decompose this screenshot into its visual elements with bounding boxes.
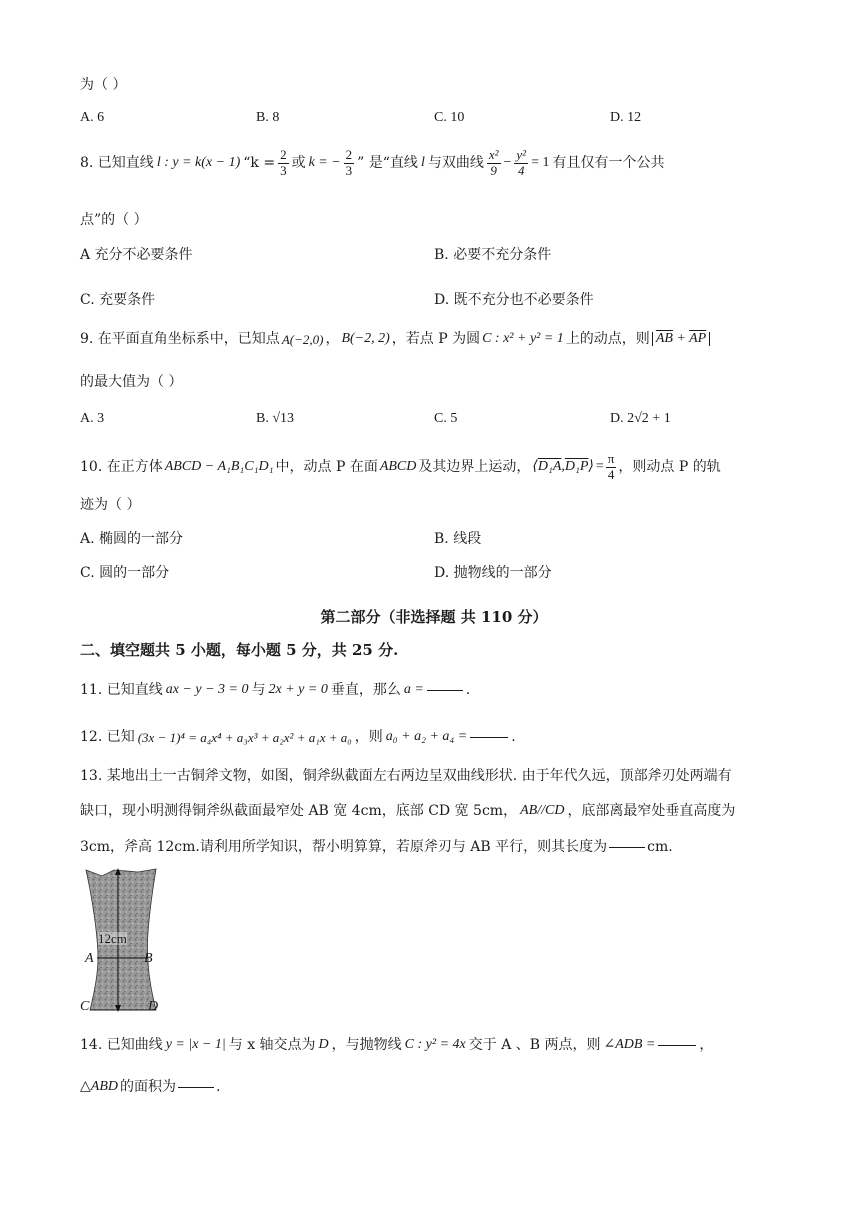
- q9-option-b[interactable]: B. √13: [256, 411, 295, 426]
- q8-frac-a-den: 3: [280, 162, 287, 178]
- q13-line2: [80, 804, 735, 818]
- q8-option-d[interactable]: D. 既不充分也不必要条件: [434, 292, 594, 308]
- q8-cond-b: k = −: [308, 155, 341, 171]
- q13-line2b: ，底部离最窄处垂直高度为: [567, 803, 736, 819]
- q9-point-a: A(−2,0): [281, 331, 324, 347]
- q8-l: l: [420, 155, 425, 171]
- q8-hx-num: x²: [488, 147, 499, 162]
- q8-is: ” 是“直线: [357, 155, 418, 172]
- q14-triangle: △ABD: [80, 1079, 118, 1094]
- q11-and: 与: [251, 682, 266, 698]
- fig-label-c: C: [80, 999, 90, 1014]
- q10-option-c[interactable]: C. 圆的一部分: [80, 565, 170, 581]
- q8-option-b[interactable]: B. 必要不充分条件: [434, 247, 552, 263]
- q12-stem: 12. 已知 (3x − 1)⁴ = a₄x⁴ + a₃x³ + a₂x² + a₁x + a₀ ，则 a₀ + a₂ + a₄ = .: [80, 729, 516, 745]
- q11-answer-blank[interactable]: [427, 689, 463, 691]
- q8-stem: 8. 已知直线 l : y = k(x − 1) “k = $\frac{2}{3}$ 或 k = − $\frac{2}{3}$ ” 是“直线 l 与双曲线 $\frac{\text{x²}}{9}$ − $\frac{\text{y²}}{4}$ = 1 有且仅有一个公共: [80, 147, 665, 178]
- q9-vector-sum: $\overline{AB} + \overline{AP}$: [652, 332, 710, 346]
- q8-hx-den: 9: [490, 162, 497, 178]
- q13-answer-blank[interactable]: [609, 846, 645, 848]
- q14-area-label: 的面积为: [119, 1079, 176, 1095]
- q14-angle: ∠ADB =: [603, 1037, 656, 1052]
- q9-stem-line2: 的最大值为（ ）: [80, 374, 183, 390]
- q9-prefix: 9. 在平面直角坐标系中，已知点: [80, 331, 280, 347]
- q14-prefix: 14. 已知曲线: [80, 1037, 163, 1053]
- q10-tail: ，则动点 P 的轨: [618, 459, 721, 476]
- fig-label-b: B: [144, 951, 153, 966]
- q8-option-c[interactable]: C. 充要条件: [80, 292, 156, 308]
- q11-line1: ax − y − 3 = 0: [165, 682, 249, 697]
- q10-option-b[interactable]: B. 线段: [434, 531, 482, 547]
- q8-or: 或: [291, 155, 306, 172]
- q10-stem: 10. 在正方体 ABCD − A₁B₁C₁D₁ 中，动点 P 在面 ABCD 及其边界上运动， ⟨D₁A,D₁P⟩ = $\frac{\pi}{4}$ ，则动点 P 的轨: [80, 451, 721, 482]
- q13-line2a: 缺口，现小明测得铜斧纵截面最窄处 AB 宽 4cm，底部 CD 宽 5cm，: [80, 803, 518, 819]
- q9-vec-ab: $\overline{AB}$: [655, 331, 673, 346]
- q14-d: 交于 A 、B 两点，则: [468, 1037, 601, 1053]
- q14-parabola: C : y² = 4x: [404, 1037, 466, 1052]
- q8-frac-a-num: 2: [280, 147, 287, 162]
- q12-sum: a₀ + a₂ + a₄ =: [385, 729, 468, 744]
- fig-height-label: 12cm: [98, 931, 127, 946]
- q12-expansion: (3x − 1)⁴ = a₄x⁴ + a₃x³ + a₂x² + a₁x + a₀: [137, 729, 352, 745]
- q10-angle: ⟨D₁A,D₁P⟩: [532, 459, 594, 475]
- q9-stem: [80, 332, 710, 346]
- q10-option-a[interactable]: A. 椭圆的一部分: [80, 531, 184, 547]
- q8-cond-a: “k =: [243, 155, 276, 172]
- q11-stem: 11. 已知直线 ax − y − 3 = 0 与 2x + y = 0 垂直，那么 a = .: [80, 682, 471, 698]
- q14-answer-blank-2[interactable]: [178, 1086, 214, 1088]
- q10-mid: 中，动点 P 在面: [275, 459, 378, 476]
- q10-face: ABCD: [379, 459, 417, 475]
- q14-c: ，与抛物线: [331, 1037, 402, 1053]
- q8-option-a[interactable]: A 充分不必要条件: [80, 247, 193, 263]
- q11-var: a =: [403, 682, 424, 697]
- q7-option-d[interactable]: D. 12: [610, 110, 642, 125]
- q11-mid: 垂直，那么: [330, 682, 401, 698]
- q12-answer-blank[interactable]: [470, 736, 508, 738]
- q9-circle: C : x² + y² = 1: [482, 331, 564, 346]
- q8-frac-b-num: 2: [345, 147, 353, 162]
- section2-title: 二、填空题共 5 小题，每小题 5 分，共 25 分.: [80, 641, 399, 659]
- q9-vec-ap: $\overline{AP}$: [689, 331, 707, 346]
- q10-stem-line2: 迹为（ ）: [80, 497, 141, 513]
- q12-mid: ，则: [354, 729, 383, 745]
- part2-title: 第二部分（非选择题 共 110 分）: [320, 608, 548, 626]
- q13-line3b: cm.: [647, 839, 673, 855]
- q7-option-c[interactable]: C. 10: [434, 110, 465, 125]
- q9-option-d[interactable]: D. 2√2 + 1: [610, 411, 671, 426]
- q8-hy-num: y²: [516, 147, 527, 162]
- q7-option-a[interactable]: A. 6: [80, 110, 105, 125]
- q11-line2: 2x + y = 0: [268, 682, 328, 697]
- q9-mid: ，若点 P 为圆: [391, 331, 481, 347]
- q8-with-hyp: 与双曲线: [427, 155, 484, 172]
- q14-line2: △ABD 的面积为 .: [80, 1079, 221, 1095]
- q8-hy-den: 4: [517, 162, 525, 178]
- fig-label-d: D: [148, 999, 159, 1014]
- q10-vec-d1p: D₁P: [564, 459, 589, 475]
- q10-pi-num: π: [607, 451, 615, 466]
- q13-line3a: 3cm，斧高 12cm.请利用所学知识，帮小明算算，若原斧刃与 AB 平行，则其长度为: [80, 839, 608, 855]
- q12-prefix: 12. 已知: [80, 729, 135, 745]
- q8-tail: 有且仅有一个公共: [552, 155, 665, 172]
- q9-sep: ，: [325, 331, 340, 347]
- q10-option-d[interactable]: D. 抛物线的一部分: [434, 565, 552, 581]
- q10-cube: ABCD − A₁B₁C₁D₁: [164, 459, 274, 475]
- q14-b: 与 x 轴交点为: [228, 1037, 316, 1053]
- q14-curve: y = |x − 1|: [165, 1037, 226, 1052]
- q8-frac-b-den: 3: [345, 162, 353, 178]
- bronze-axe-figure: [80, 866, 162, 1014]
- q11-prefix: 11. 已知直线: [80, 682, 163, 698]
- q8-stem-line2: 点”的（ ）: [80, 212, 148, 228]
- q8-prefix: 8. 已知直线: [80, 155, 154, 172]
- q13-line1: 13. 某地出土一古铜斧文物，如图，铜斧纵截面左右两边呈双曲线形状. 由于年代久远，顶部斧刃处两端有: [80, 768, 732, 784]
- q8-eq1: = 1: [531, 155, 550, 171]
- q13-parallel: AB//CD: [520, 803, 565, 818]
- q10-pi-den: 4: [607, 466, 615, 482]
- q14-stem: 14. 已知曲线 y = |x − 1| 与 x 轴交点为 D ，与抛物线 C : y² = 4x 交于 A 、B 两点，则 ∠ADB = ，: [80, 1037, 714, 1053]
- q7-option-b[interactable]: B. 8: [256, 110, 280, 125]
- q10-mid2: 及其边界上运动，: [418, 459, 531, 476]
- q9-option-c[interactable]: C. 5: [434, 411, 458, 426]
- q10-vec-d1a: D₁A: [537, 459, 562, 475]
- q14-point-d: D: [318, 1037, 329, 1052]
- q8-line-eq: l : y = k(x − 1): [156, 155, 241, 171]
- q10-prefix: 10. 在正方体: [80, 459, 163, 476]
- q14-answer-blank-1[interactable]: [658, 1044, 696, 1046]
- fig-label-a: A: [85, 951, 94, 966]
- q9-option-a[interactable]: A. 3: [80, 411, 105, 426]
- q7-stem-tail: 为（ ）: [80, 77, 127, 93]
- q9-mid2: 上的动点，则: [565, 331, 650, 347]
- q13-line3: [80, 840, 673, 854]
- q9-point-b: B(−2, 2): [341, 331, 390, 346]
